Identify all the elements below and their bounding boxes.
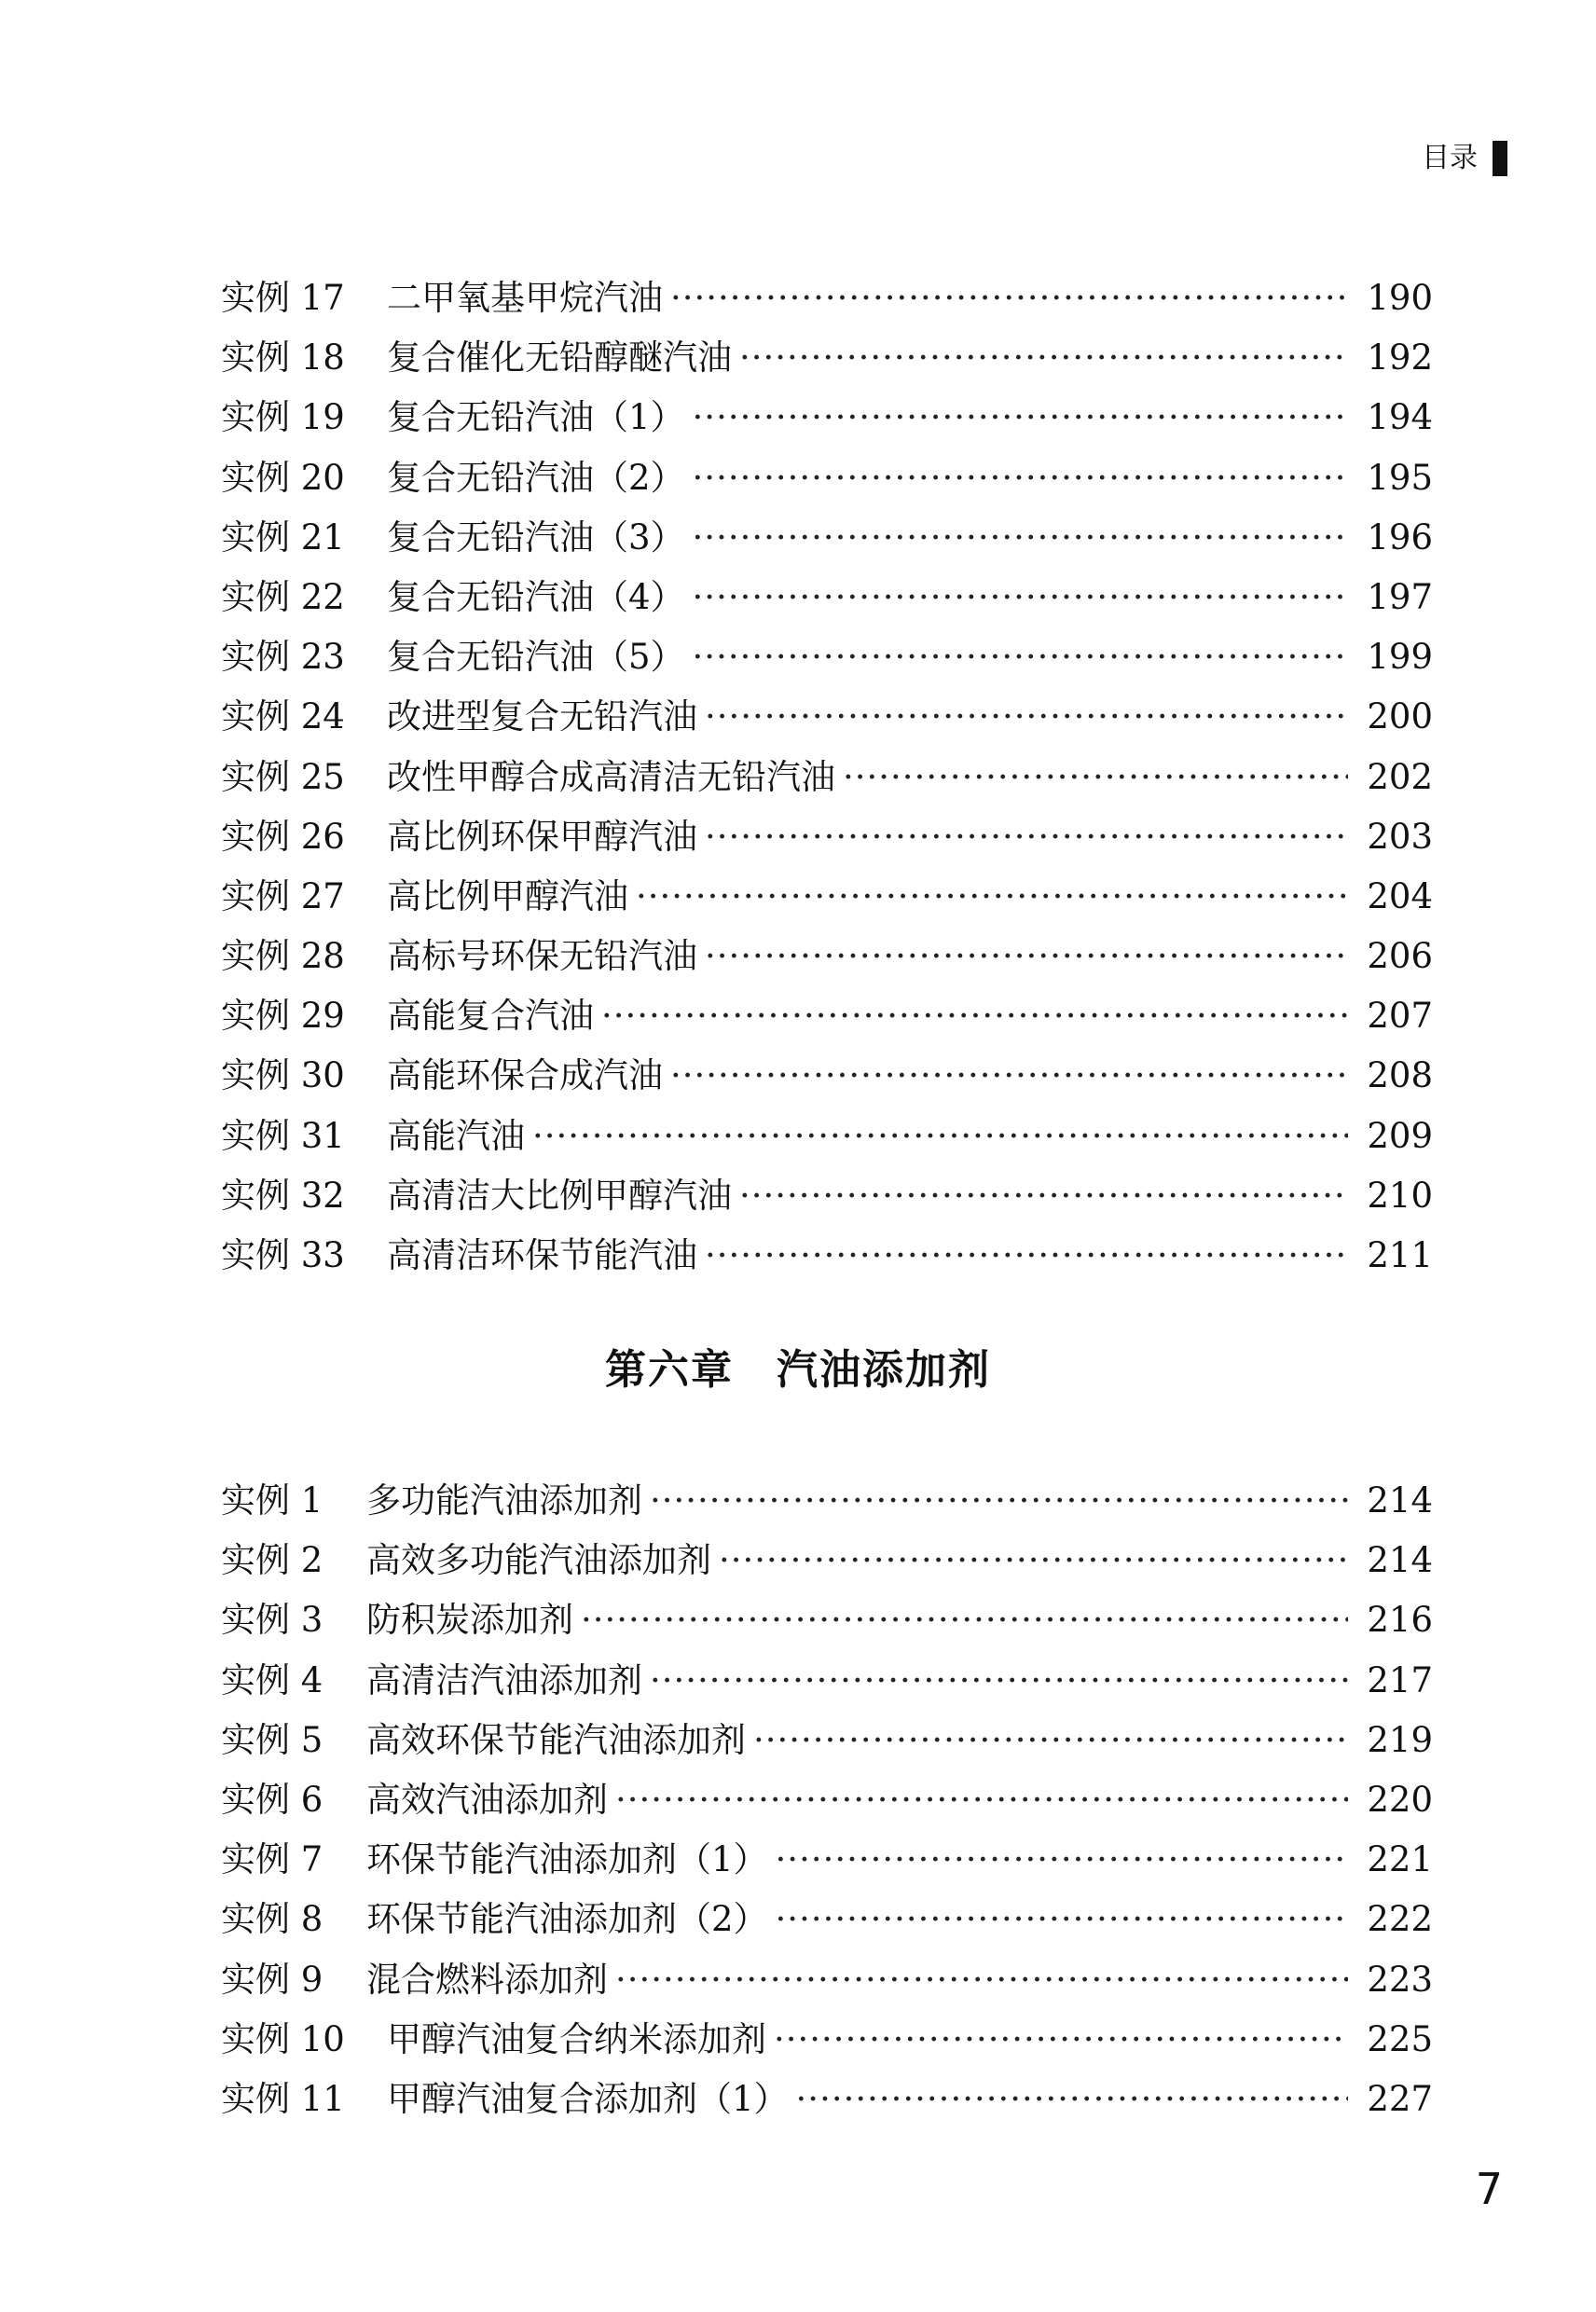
toc-entry-number: 实例 8 <box>221 1899 323 1940</box>
toc-entry-page: 203 <box>1367 816 1433 857</box>
toc-entry-page: 225 <box>1367 2018 1433 2059</box>
page-number: 7 <box>1475 2164 1503 2214</box>
toc-entry <box>221 448 1433 508</box>
toc-dot-leader <box>739 1166 1348 1226</box>
toc-dot-leader <box>796 2070 1349 2129</box>
toc-entry-title: 改性甲醇合成高清洁无铅汽油 <box>387 756 835 797</box>
toc-entry <box>221 807 1433 867</box>
toc-dot-leader <box>693 568 1349 627</box>
toc-entry-number: 实例 22 <box>221 576 345 617</box>
toc-dot-leader <box>705 687 1348 747</box>
toc-entry-page: 204 <box>1367 875 1433 916</box>
toc-entry-number: 实例 9 <box>221 1959 323 2000</box>
toc-entry-page: 200 <box>1367 696 1433 737</box>
toc-entry <box>221 568 1433 627</box>
toc-entry-page: 206 <box>1367 936 1433 977</box>
toc-entry <box>221 1166 1433 1226</box>
toc-entry-title: 混合燃料添加剂 <box>366 1959 608 2000</box>
toc-entry <box>221 1830 1433 1890</box>
toc-entry-title: 二甲氧基甲烷汽油 <box>387 278 663 318</box>
toc-entry-page: 196 <box>1367 516 1433 557</box>
toc-entry-title: 高能复合汽油 <box>387 996 594 1037</box>
toc-dot-leader <box>636 867 1348 927</box>
running-header-title: 目录 <box>1422 142 1478 174</box>
toc-dot-leader <box>650 1471 1348 1531</box>
toc-entry-number: 实例 10 <box>221 2018 345 2059</box>
toc-entry-page: 207 <box>1367 996 1433 1037</box>
toc-entry <box>221 268 1433 328</box>
toc-dot-leader <box>693 508 1349 568</box>
chapter-heading: 第六章 汽油添加剂 <box>605 1346 991 1394</box>
toc-entry-page: 214 <box>1367 1480 1433 1521</box>
toc-dot-leader <box>705 927 1348 986</box>
toc-dot-leader <box>670 1046 1348 1106</box>
toc-dot-leader <box>774 2010 1348 2070</box>
toc-entry <box>221 508 1433 568</box>
toc-entry-number: 实例 6 <box>221 1779 323 1820</box>
toc-entry-title: 高清洁汽油添加剂 <box>366 1659 642 1700</box>
toc-entry-page: 194 <box>1367 397 1433 438</box>
toc-entry-title: 高标号环保无铅汽油 <box>387 936 697 977</box>
toc-entry-title: 甲醇汽油复合纳米添加剂 <box>387 2018 766 2059</box>
toc-entry-page: 190 <box>1367 278 1433 318</box>
toc-entry-number: 实例 25 <box>221 756 345 797</box>
toc-entry <box>221 687 1433 747</box>
toc-entry-number: 实例 20 <box>221 457 345 498</box>
toc-entry-page: 216 <box>1367 1600 1433 1641</box>
toc-entry-title: 高清洁环保节能汽油 <box>387 1235 697 1275</box>
toc-entry <box>221 986 1433 1046</box>
running-header <box>1422 140 1507 177</box>
toc-entry <box>221 867 1433 927</box>
toc-entry <box>221 1046 1433 1106</box>
toc-entry <box>221 1531 1433 1590</box>
toc-entry-title: 复合无铅汽油（4） <box>387 576 685 617</box>
toc-entry-title: 复合无铅汽油（1） <box>387 397 685 438</box>
toc-entry-number: 实例 33 <box>221 1235 345 1275</box>
toc-section-chapter-6 <box>221 1471 1433 2129</box>
toc-entry <box>221 1711 1433 1770</box>
toc-entry-number: 实例 5 <box>221 1719 323 1760</box>
toc-entry <box>221 2070 1433 2129</box>
toc-entry <box>221 1950 1433 2010</box>
toc-entry-title: 高能汽油 <box>387 1115 525 1156</box>
toc-entry-title: 高效汽油添加剂 <box>366 1779 608 1820</box>
toc-entry-number: 实例 23 <box>221 637 345 678</box>
toc-entry <box>221 1651 1433 1711</box>
toc-entry-page: 222 <box>1367 1899 1433 1940</box>
toc-dot-leader <box>581 1590 1348 1650</box>
toc-dot-leader <box>705 807 1348 867</box>
toc-entry-page: 223 <box>1367 1959 1433 2000</box>
toc-entry-page: 221 <box>1367 1839 1433 1880</box>
toc-entry-number: 实例 17 <box>221 278 345 318</box>
toc-entry-title: 复合无铅汽油（3） <box>387 516 685 557</box>
toc-entry-number: 实例 7 <box>221 1839 323 1880</box>
toc-dot-leader <box>615 1950 1348 2010</box>
toc-entry-number: 实例 32 <box>221 1175 345 1216</box>
toc-dot-leader <box>693 448 1349 508</box>
toc-entry-number: 实例 24 <box>221 696 345 737</box>
toc-entry-title: 高清洁大比例甲醇汽油 <box>387 1175 732 1216</box>
header-bar-mark <box>1493 141 1507 176</box>
toc-entry <box>221 1107 1433 1166</box>
toc-entry <box>221 2010 1433 2070</box>
toc-entry-page: 211 <box>1367 1235 1433 1275</box>
toc-dot-leader <box>693 388 1349 447</box>
toc-entry-number: 实例 29 <box>221 996 345 1037</box>
toc-dot-leader <box>650 1651 1348 1711</box>
toc-entry-page: 217 <box>1367 1659 1433 1700</box>
toc-entry-number: 实例 28 <box>221 936 345 977</box>
toc-entry <box>221 748 1433 807</box>
toc-entry-page: 214 <box>1367 1540 1433 1581</box>
toc-dot-leader <box>843 748 1348 807</box>
toc-entry-page: 209 <box>1367 1115 1433 1156</box>
toc-entry-title: 环保节能汽油添加剂（2） <box>366 1899 768 1940</box>
toc-dot-leader <box>670 268 1348 328</box>
toc-entry <box>221 1590 1433 1650</box>
toc-entry-title: 高比例甲醇汽油 <box>387 875 628 916</box>
toc-entry-page: 219 <box>1367 1719 1433 1760</box>
toc-entry <box>221 627 1433 687</box>
toc-entry-page: 210 <box>1367 1175 1433 1216</box>
toc-dot-leader <box>719 1531 1348 1590</box>
toc-entry-title: 高能环保合成汽油 <box>387 1055 663 1096</box>
toc-entry-page: 192 <box>1367 337 1433 378</box>
toc-entry-page: 197 <box>1367 576 1433 617</box>
toc-entry-page: 199 <box>1367 637 1433 678</box>
toc-entry <box>221 388 1433 447</box>
toc-dot-leader <box>615 1770 1348 1830</box>
toc-entry-title: 甲醇汽油复合添加剂（1） <box>387 2078 789 2119</box>
toc-entry-title: 高效多功能汽油添加剂 <box>366 1540 711 1581</box>
toc-entry-number: 实例 3 <box>221 1600 323 1641</box>
toc-entry-number: 实例 27 <box>221 875 345 916</box>
toc-entry-title: 复合无铅汽油（5） <box>387 637 685 678</box>
toc-entry-page: 220 <box>1367 1779 1433 1820</box>
toc-entry-page: 195 <box>1367 457 1433 498</box>
toc-entry-page: 202 <box>1367 756 1433 797</box>
toc-entry-title: 复合无铅汽油（2） <box>387 457 685 498</box>
toc-dot-leader <box>532 1107 1348 1166</box>
toc-entry-number: 实例 19 <box>221 397 345 438</box>
toc-entry <box>221 1890 1433 1949</box>
toc-dot-leader <box>776 1830 1349 1890</box>
toc-entry-number: 实例 2 <box>221 1540 323 1581</box>
toc-entry <box>221 328 1433 388</box>
toc-entry-title: 高效环保节能汽油添加剂 <box>366 1719 746 1760</box>
toc-entry-title: 防积炭添加剂 <box>366 1600 573 1641</box>
toc-dot-leader <box>753 1711 1348 1770</box>
toc-entry-page: 227 <box>1367 2078 1433 2119</box>
toc-entry-number: 实例 1 <box>221 1480 323 1521</box>
toc-entry-number: 实例 11 <box>221 2078 345 2119</box>
toc-entry-title: 高比例环保甲醇汽油 <box>387 816 697 857</box>
toc-entry <box>221 927 1433 986</box>
toc-entry-page: 208 <box>1367 1055 1433 1096</box>
toc-entry <box>221 1770 1433 1830</box>
toc-entry <box>221 1471 1433 1531</box>
toc-entry-title: 改进型复合无铅汽油 <box>387 696 697 737</box>
toc-entry-title: 复合催化无铅醇醚汽油 <box>387 337 732 378</box>
toc-dot-leader <box>693 627 1349 687</box>
toc-section-chapter-5 <box>221 268 1433 1286</box>
toc-entry-title: 环保节能汽油添加剂（1） <box>366 1839 768 1880</box>
toc-dot-leader <box>601 986 1348 1046</box>
toc-dot-leader <box>705 1226 1348 1286</box>
toc-entry-title: 多功能汽油添加剂 <box>366 1480 642 1521</box>
toc-entry-number: 实例 4 <box>221 1659 323 1700</box>
toc-entry-number: 实例 26 <box>221 816 345 857</box>
toc-entry-number: 实例 30 <box>221 1055 345 1096</box>
toc-entry <box>221 1226 1433 1286</box>
toc-entry-number: 实例 21 <box>221 516 345 557</box>
toc-entry-number: 实例 31 <box>221 1115 345 1156</box>
toc-dot-leader <box>776 1890 1349 1949</box>
toc-dot-leader <box>739 328 1348 388</box>
toc-entry-number: 实例 18 <box>221 337 345 378</box>
